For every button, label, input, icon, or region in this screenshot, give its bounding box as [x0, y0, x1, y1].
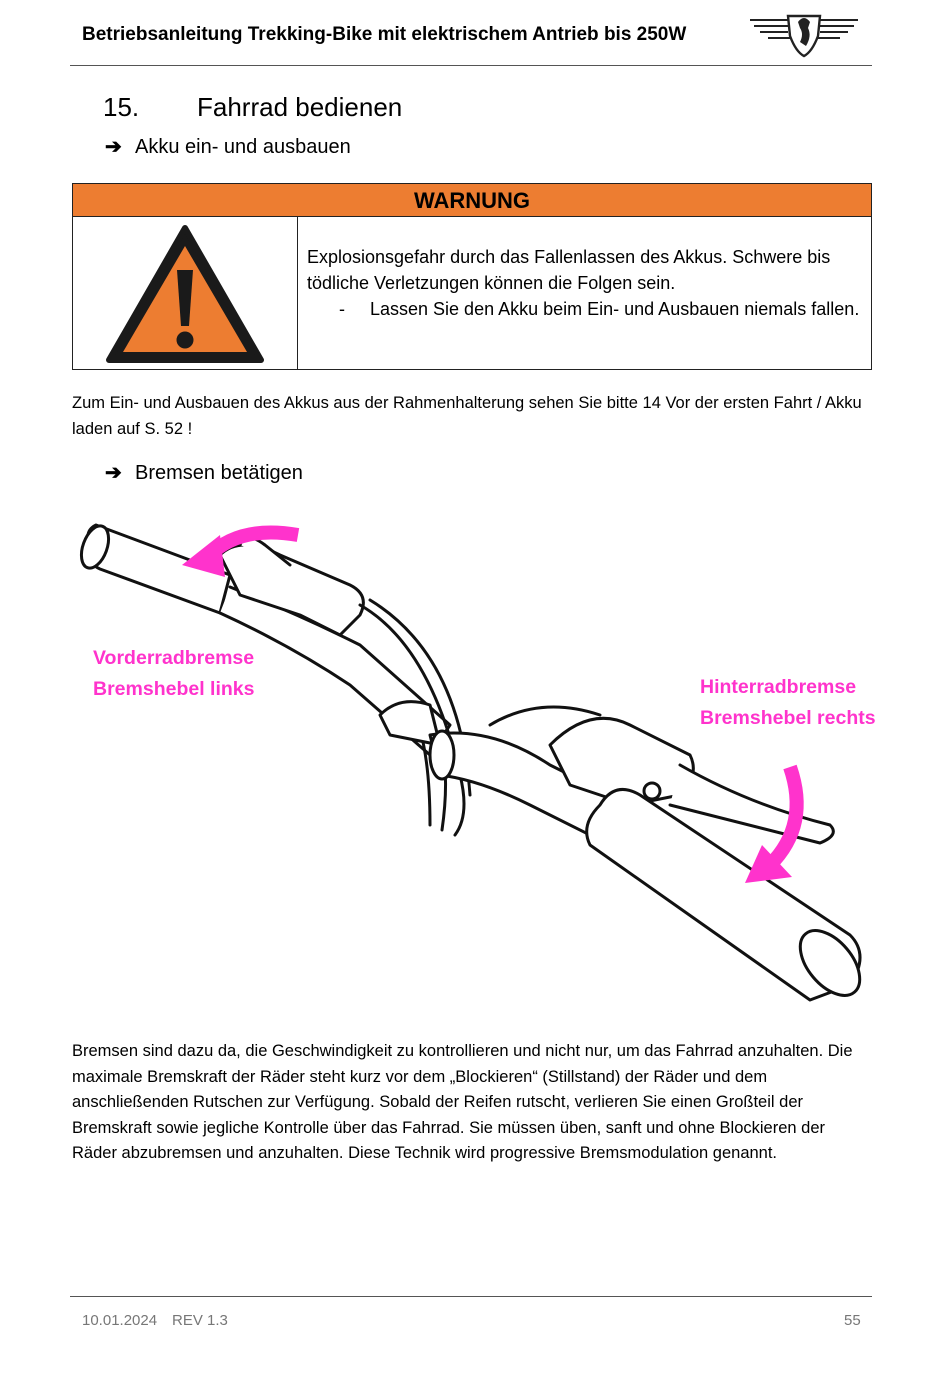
warning-box: [72, 183, 872, 370]
subheading-akku-label: Akku ein- und ausbauen: [135, 136, 351, 158]
section-title: Fahrrad bedienen: [197, 92, 403, 122]
footer-date: 10.01.2024: [82, 1312, 158, 1329]
label-rear-brake-line2: Bremshebel rechts: [700, 707, 876, 729]
handlebar-brake-illustration: [70, 505, 890, 1025]
arrow-right-icon: ➔: [105, 136, 122, 158]
warning-bullet-text: Lassen Sie den Akku beim Ein- und Ausbauen niemals fallen.: [370, 299, 860, 319]
bullet-dash: -: [339, 299, 345, 319]
warning-triangle-icon: [105, 224, 265, 364]
paragraph-akku-reference: Zum Ein- und Ausbauen des Akkus aus der Rahmenhalterung sehen Sie bitte 14 Vor der ersten Fahrt / Akku laden auf S. 52 !: [72, 394, 862, 438]
arrow-right-icon: ➔: [105, 462, 122, 484]
subheading-bremsen: [105, 460, 303, 485]
label-rear-brake-line1: Hinterradbremse: [700, 676, 857, 698]
footer-divider: [70, 1296, 872, 1297]
warning-divider: [297, 216, 298, 369]
document-header-title: Betriebsanleitung Trekking-Bike mit elektrischem Antrieb bis 250W: [82, 24, 687, 45]
header-divider: [70, 65, 872, 66]
label-front-brake: [93, 643, 254, 705]
warning-header: WARNUNG: [73, 184, 871, 217]
subheading-bremsen-label: Bremsen betätigen: [135, 462, 303, 484]
label-rear-brake: [700, 672, 876, 734]
label-front-brake-line1: Vorderradbremse: [93, 647, 255, 669]
subheading-akku: [105, 134, 351, 159]
warning-text: Explosionsgefahr durch das Fallenlassen des Akkus. Schwere bis tödliche Verletzungen können die Folgen sein.: [307, 247, 831, 293]
label-front-brake-line2: Bremshebel links: [93, 678, 255, 700]
warning-bullet: [307, 296, 863, 322]
brand-logo-icon: [748, 6, 860, 60]
footer-revision: REV 1.3: [172, 1312, 228, 1329]
paragraph-brake-technique: Bremsen sind dazu da, die Geschwindigkeit zu kontrollieren und nicht nur, um das Fahrrad anzuhalten. Die maximale Bremskraft der Räder steht kurz vor dem „Blockieren“ (Stillstand) der Räder und dem anschließenden Rutschen zur Verfügung. Sobald der Reifen rutscht, verlieren Sie einen Großteil der Bremskraft sowie jegliche Kontrolle über das Fahrrad. Sie müssen üben, sanft und ohne Blockieren der Räder abzubremsen und anzuhalten. Diese Technik wird progressive Bremsmodulation genannt.: [72, 1042, 853, 1162]
section-number: 15.: [103, 92, 140, 122]
page-number: 55: [844, 1312, 861, 1329]
